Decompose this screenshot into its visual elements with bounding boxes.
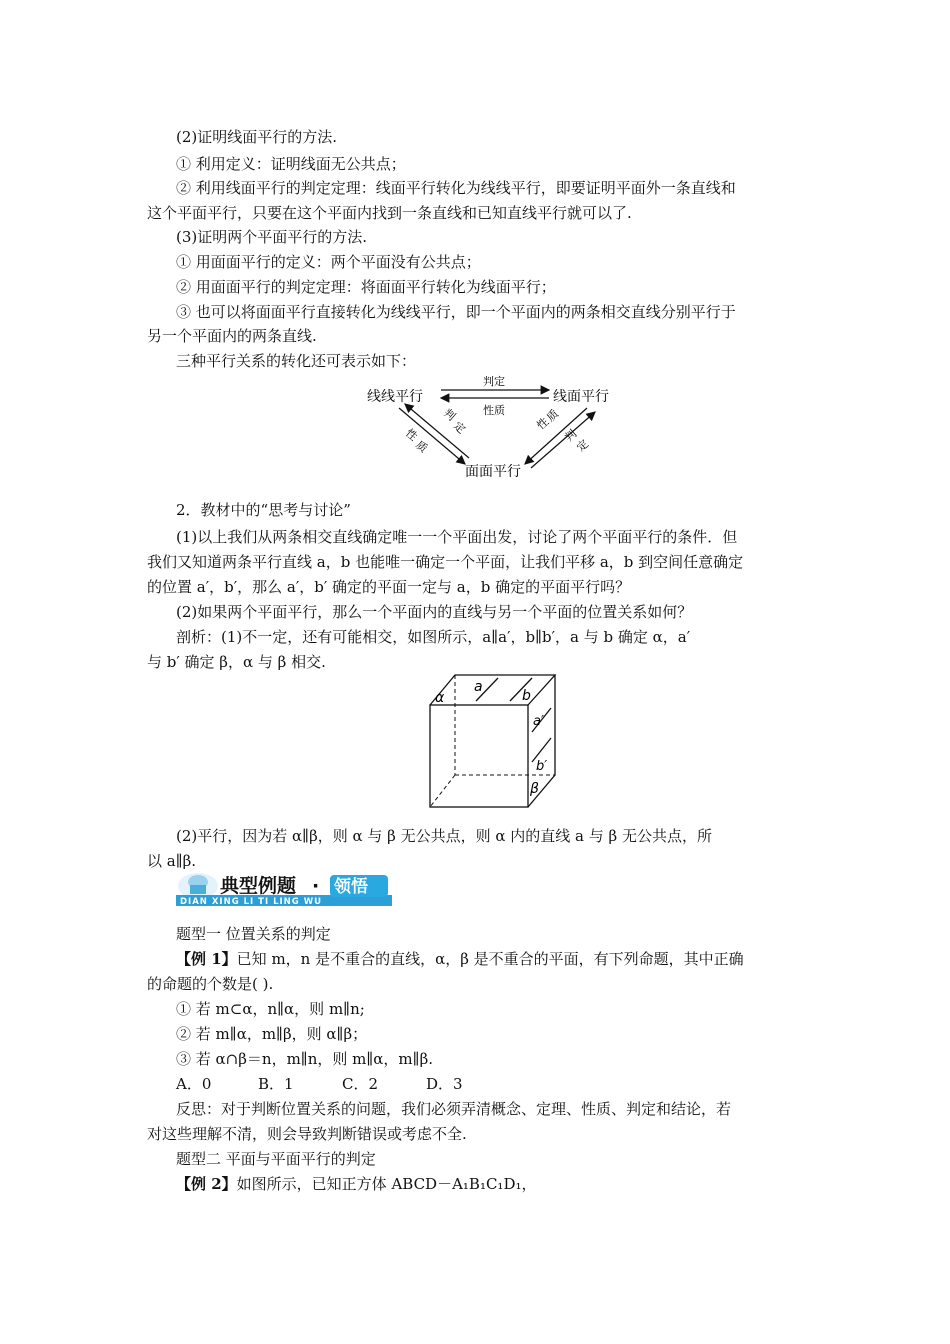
label-b: b — [522, 688, 531, 704]
choice-a: A．0 — [176, 1075, 212, 1093]
p3-title: (3)证明两个平面平行的方法. — [176, 228, 368, 246]
label-left-judge-2: 定 — [451, 419, 468, 437]
answer2-a: (2)平行，因为若 α∥β，则 α 与 β 无公共点，则 α 内的直线 a 与 β 无公共点，所 — [176, 827, 712, 845]
label-right-judge-2: 定 — [574, 437, 592, 455]
example1-option2: ② 若 m∥α，m∥β，则 α∥β； — [176, 1025, 368, 1043]
p2-title: (2)证明线面平行的方法. — [176, 128, 338, 146]
label-b-prime: b′ — [536, 759, 548, 774]
label-top-prop: 性质 — [483, 404, 505, 417]
label-right-prop-1: 性 — [534, 415, 552, 433]
answer1-a: 剖析：(1)不一定，还有可能相交，如图所示，a∥a′，b∥b′，a 与 b 确定 α，a′ — [176, 628, 691, 646]
label-left-judge-1: 判 — [441, 406, 458, 424]
label-a-prime: a′ — [533, 714, 544, 729]
question1-a: (1)以上我们从两条相交直线确定唯一一个平面出发，讨论了两个平面平行的条件．但 — [176, 528, 738, 546]
example1-line-a — [176, 949, 856, 969]
example2-label: 【例 2】 — [176, 1175, 237, 1193]
banner-pinyin: DIAN XING LI TI LING WU — [180, 897, 322, 907]
question1-b: 我们又知道两条平行直线 a，b 也能唯一确定一个平面，让我们平移 a，b 到空间任意确定 — [147, 553, 744, 571]
cube-figure — [420, 670, 565, 815]
reflection-b: 对这些理解不清，则会导致判断错误或考虑不全. — [147, 1125, 467, 1143]
banner-tag: 领悟 — [334, 877, 368, 897]
example1-option1: ① 若 m⊂α，n∥α，则 m∥n; — [176, 1000, 365, 1018]
node-line-plane: 线面平行 — [553, 389, 609, 405]
type1-heading: 题型一 位置关系的判定 — [176, 925, 331, 943]
node-line-line: 线线平行 — [367, 389, 423, 405]
p3-item3-a: ③ 也可以将面面平行直接转化为线线平行，即一个平面内的两条相交直线分别平行于 — [176, 303, 736, 321]
section2-title: 2．教材中的“思考与讨论” — [176, 501, 351, 519]
example1-label: 【例 1】 — [176, 950, 237, 968]
reflection-a: 反思：对于判断位置关系的问题，我们必须弄清概念、定理、性质、判定和结论，若 — [176, 1100, 732, 1118]
label-a: a — [474, 679, 483, 695]
parallel-relations-diagram — [355, 370, 635, 490]
choice-d: D．3 — [426, 1075, 463, 1093]
question1-c: 的位置 a′，b′，那么 a′，b′ 确定的平面一定与 a，b 确定的平面平行吗？ — [147, 578, 631, 596]
label-right-prop-2: 质 — [544, 407, 562, 425]
p3-item3-b: 另一个平面内的两条直线. — [147, 327, 317, 345]
label-beta: β — [530, 781, 539, 797]
label-right-judge-1: 判 — [562, 427, 580, 445]
p2-item2-a: ② 利用线面平行的判定定理：线面平行转化为线线平行，即要证明平面外一条直线和 — [176, 179, 736, 197]
label-left-prop-1: 性 — [403, 426, 420, 444]
example2-text: 如图所示，已知正方体 ABCD－A₁B₁C₁D₁， — [236, 1175, 537, 1193]
banner-dot: · — [312, 875, 320, 897]
section-banner — [176, 871, 392, 907]
question2: (2)如果两个平面平行，那么一个平面内的直线与另一个平面的位置关系如何？ — [176, 603, 693, 621]
banner-graphic — [176, 871, 392, 907]
label-left-prop-2: 质 — [413, 438, 430, 456]
p3-item1: ① 用面面平行的定义：两个平面没有公共点； — [176, 253, 481, 271]
type2-heading: 题型二 平面与平面平行的判定 — [176, 1150, 376, 1168]
answer1-b: 与 b′ 确定 β，α 与 β 相交. — [147, 653, 326, 671]
p2-item2-b: 这个平面平行，只要在这个平面内找到一条直线和已知直线平行就可以了. — [147, 204, 632, 222]
example2-line — [176, 1174, 856, 1194]
label-alpha: α — [435, 690, 445, 706]
banner-title: 典型例题 — [220, 875, 297, 897]
example1-option3: ③ 若 α∩β＝n，m∥n，则 m∥α，m∥β. — [176, 1050, 434, 1068]
p3-item2: ② 用面面平行的判定定理：将面面平行转化为线面平行； — [176, 278, 556, 296]
example1-line-b: 的命题的个数是( ). — [147, 975, 274, 993]
example1-choices — [176, 1074, 856, 1094]
choice-c: C．2 — [342, 1075, 379, 1093]
label-top-judge: 判定 — [483, 375, 505, 388]
example1-text-a: 已知 m，n 是不重合的直线，α，β 是不重合的平面，有下列命题，其中正确 — [236, 950, 744, 968]
node-plane-plane: 面面平行 — [465, 464, 521, 480]
p2-item1: ① 利用定义：证明线面无公共点； — [176, 155, 406, 173]
diagram-intro: 三种平行关系的转化还可表示如下： — [176, 352, 417, 370]
choice-b: B．1 — [258, 1075, 294, 1093]
answer2-b: 以 a∥β. — [147, 852, 197, 870]
